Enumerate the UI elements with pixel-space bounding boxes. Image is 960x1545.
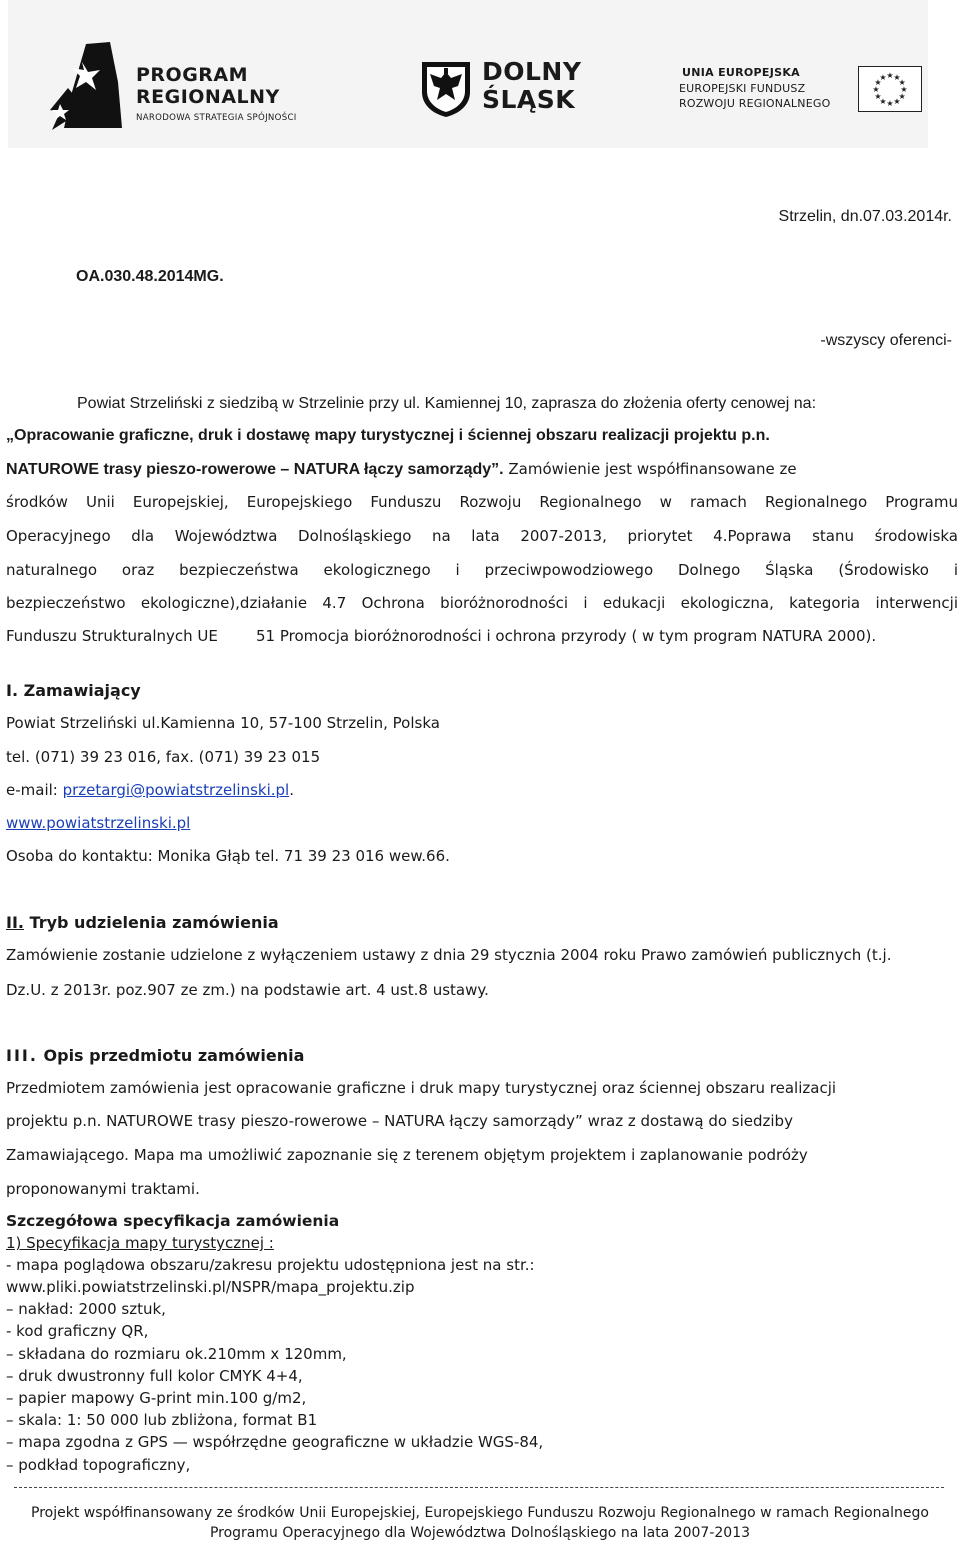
intro-line-8b: 51 Promocja bioróżnorodności i ochrona przyrody ( w tym program NATURA 2000). — [256, 627, 877, 645]
spec-item: – skala: 1: 50 000 lub zbliżona, format B1 — [6, 1411, 318, 1429]
section-2-title: Tryb udzielenia zamówienia — [23, 913, 279, 932]
spec-item: - kod graficzny QR, — [6, 1322, 149, 1340]
logo-text-regionalny: REGIONALNY — [136, 86, 280, 108]
contractor-email-line — [6, 781, 294, 799]
eagle-crest-icon — [418, 58, 474, 118]
logo-text-nss: NARODOWA STRATEGIA SPÓJNOŚCI — [136, 113, 297, 123]
eu-star-icon: ★ — [874, 92, 882, 101]
logo-text-program: PROGRAM — [136, 64, 249, 86]
email-suffix: . — [289, 781, 294, 799]
intro-line-3 — [6, 459, 797, 479]
website-link[interactable]: www.powiatstrzelinski.pl — [6, 814, 191, 832]
intro-line-1: Powiat Strzeliński z siedzibą w Strzelinie przy ul. Kamiennej 10, zaprasza do złożenia oferty cenowej na: — [77, 395, 817, 412]
eu-flag-icon — [858, 66, 922, 112]
section-3-line-3: Zamawiającego. Mapa ma umożliwić zapoznanie się z terenem objętym projektem i zaplanowanie podróży — [6, 1146, 808, 1164]
spec-subheading: 1) Specyfikacja mapy turystycznej : — [6, 1234, 274, 1252]
spec-item: – papier mapowy G-print min.100 g/m2, — [6, 1389, 307, 1407]
section-3-line-4: proponowanymi traktami. — [6, 1180, 200, 1198]
eu-star-icon: ★ — [874, 78, 882, 87]
eu-star-icon: ★ — [886, 71, 894, 80]
website-line — [6, 814, 190, 832]
section-2-heading — [6, 913, 279, 932]
contractor-phone: tel. (071) 39 23 016, fax. (071) 39 23 015 — [6, 748, 321, 766]
project-title: NATUROWE trasy pieszo-rowerowe – NATURA łączy samorządy”. — [6, 461, 504, 478]
eu-star-icon: ★ — [898, 78, 906, 87]
spec-item: – mapa zgodna z GPS — współrzędne geograficzne w układzie WGS-84, — [6, 1433, 544, 1451]
intro-line-8a: Funduszu Strukturalnych UE — [6, 627, 218, 645]
logo-text-rr: ROZWOJU REGIONALNEGO — [679, 97, 831, 110]
section-2-number: II. — [6, 913, 24, 932]
logo-text-efrr: EUROPEJSKI FUNDUSZ — [679, 82, 806, 95]
eu-logo — [676, 66, 926, 126]
intro-line-7: bezpieczeństwo ekologiczne),działanie 4.7 Ochrona bioróżnorodności i edukacji ekologiczna, kategoria interwencji — [6, 594, 958, 612]
cofinancing-text: Zamówienie jest współfinansowane ze — [503, 460, 797, 478]
footer-line-1: Projekt współfinansowany ze środków Unii Europejskiej, Europejskiego Funduszu Rozwoju Regionalnego w ramach Regionalnego — [31, 1505, 929, 1521]
spec-heading: Szczegółowa specyfikacja zamówienia — [6, 1212, 340, 1230]
logo-text-dolny: DOLNY — [482, 57, 582, 86]
section-1-heading: I. Zamawiający — [6, 681, 141, 700]
program-regionalny-logo — [48, 42, 348, 132]
reference-number: OA.030.48.2014MG. — [76, 268, 224, 285]
eu-star-icon: ★ — [900, 85, 908, 94]
email-link[interactable]: przetargi@powiatstrzelinski.pl — [62, 781, 290, 799]
eu-star-icon: ★ — [872, 85, 880, 94]
spec-item: – druk dwustronny full kolor CMYK 4+4, — [6, 1367, 303, 1385]
section-2-line-2: Dz.U. z 2013r. poz.907 ze zm.) na podstawie art. 4 ust.8 ustawy. — [6, 981, 489, 999]
intro-line-5: Operacyjnego dla Województwa Dolnośląskiego na lata 2007-2013, priorytet 4.Poprawa stanu środowiska — [6, 527, 958, 545]
section-3-title: Opis przedmiotu zamówienia — [37, 1046, 305, 1065]
logo-text-slask: ŚLĄSK — [482, 85, 576, 114]
eu-star-icon: ★ — [879, 97, 887, 107]
spec-item: – nakład: 2000 sztuk, — [6, 1300, 166, 1318]
spec-item: - mapa poglądowa obszaru/zakresu projektu udostępniona jest na str.: — [6, 1256, 535, 1274]
eu-star-icon: ★ — [879, 72, 887, 82]
section-3-line-1: Przedmiotem zamówienia jest opracowanie graficzne i druk mapy turystycznej oraz ściennej obszaru realizacji — [6, 1079, 837, 1097]
spec-item: – składana do rozmiaru ok.210mm x 120mm, — [6, 1345, 347, 1363]
recipients: -wszyscy oferenci- — [820, 332, 952, 349]
spec-item: – podkład topograficzny, — [6, 1456, 191, 1474]
section-2-line-1: Zamówienie zostanie udzielone z wyłączeniem ustawy z dnia 29 stycznia 2004 roku Prawo zamówień publicznych (t.j. — [6, 946, 892, 964]
email-label: e-mail: — [6, 781, 63, 799]
section-3-number: III. — [6, 1046, 38, 1065]
place-date: Strzelin, dn.07.03.2014r. — [778, 208, 952, 225]
eu-star-icon: ★ — [886, 99, 894, 108]
contact-person: Osoba do kontaktu: Monika Głąb tel. 71 39 23 016 wew.66. — [6, 847, 450, 865]
dolny-slask-logo — [418, 58, 618, 122]
footer-line-2: Programu Operacyjnego dla Województwa Dolnośląskiego na lata 2007-2013 — [209, 1525, 751, 1541]
intro-line-2: „Opracowanie graficzne, druk i dostawę mapy turystycznej i ściennej obszaru realizacji projektu p.n. — [6, 427, 770, 444]
contractor-address: Powiat Strzeliński ul.Kamienna 10, 57-100 Strzelin, Polska — [6, 714, 440, 732]
section-3-line-2: projektu p.n. NATUROWE trasy pieszo-rowerowe – NATURA łączy samorządy” wraz z dostawą do siedziby — [6, 1112, 793, 1130]
logo-text-ue: UNIA EUROPEJSKA — [682, 66, 800, 79]
intro-line-6: naturalnego oraz bezpieczeństwa ekologicznego i przeciwpowodziowego Dolnego Śląska (Środowisko i — [6, 561, 958, 579]
eu-star-icon: ★ — [893, 97, 901, 107]
section-3-heading — [6, 1046, 304, 1065]
footer-divider — [14, 1487, 944, 1488]
eu-star-icon: ★ — [898, 92, 906, 101]
program-regionalny-emblem — [48, 42, 130, 132]
intro-line-4: środków Unii Europejskiej, Europejskiego Funduszu Rozwoju Regionalnego w ramach Regionalnego Programu — [6, 493, 958, 511]
eu-star-icon: ★ — [893, 72, 901, 82]
spec-item: www.pliki.powiatstrzelinski.pl/NSPR/mapa_projektu.zip — [6, 1278, 415, 1296]
